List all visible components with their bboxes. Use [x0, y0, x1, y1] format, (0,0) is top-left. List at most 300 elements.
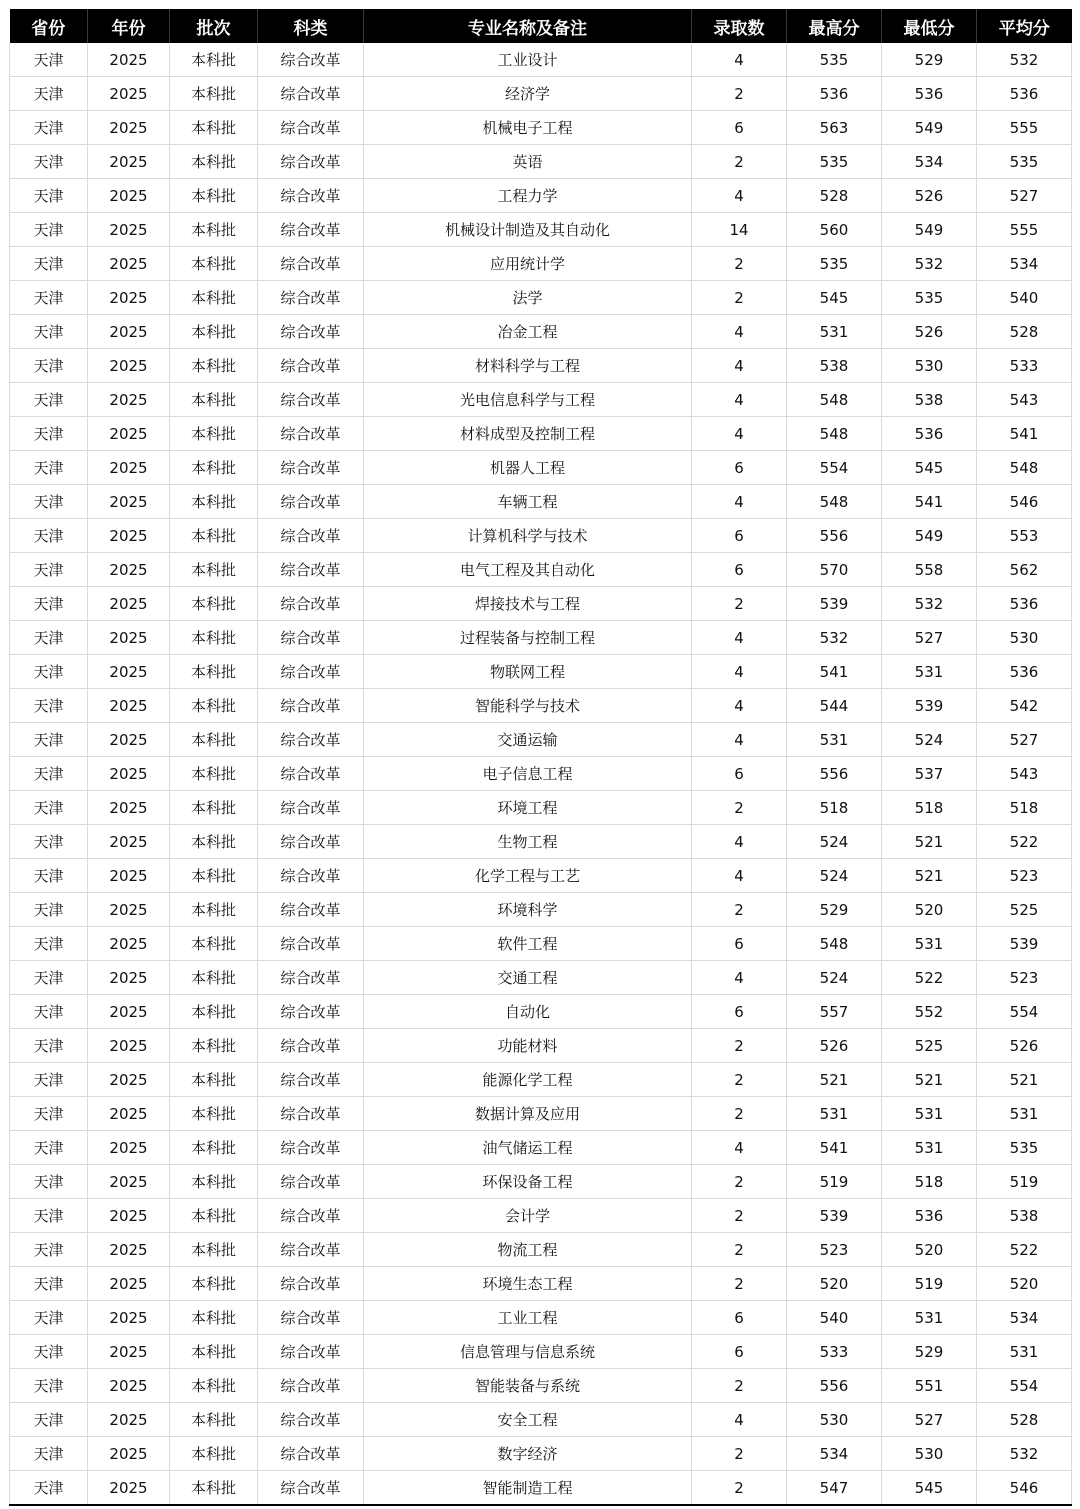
cell-max-score: 560 [787, 213, 882, 247]
cell-category: 综合改革 [258, 315, 364, 349]
cell-year: 2025 [88, 1097, 170, 1131]
table-row [10, 859, 1072, 893]
cell-category: 综合改革 [258, 995, 364, 1029]
table-row [10, 1403, 1072, 1437]
cell-category: 综合改革 [258, 417, 364, 451]
cell-admitted-count: 4 [692, 383, 787, 417]
cell-year: 2025 [88, 1335, 170, 1369]
cell-admitted-count: 2 [692, 1267, 787, 1301]
cell-avg-score: 518 [977, 791, 1072, 825]
cell-batch: 本科批 [170, 927, 258, 961]
cell-year: 2025 [88, 825, 170, 859]
cell-min-score: 552 [882, 995, 977, 1029]
cell-major: 环境科学 [364, 893, 692, 927]
table-row [10, 179, 1072, 213]
cell-avg-score: 546 [977, 485, 1072, 519]
cell-avg-score: 536 [977, 655, 1072, 689]
cell-major: 交通工程 [364, 961, 692, 995]
cell-province: 天津 [10, 621, 88, 655]
cell-province: 天津 [10, 1403, 88, 1437]
table-row [10, 723, 1072, 757]
cell-avg-score: 539 [977, 927, 1072, 961]
cell-major: 油气储运工程 [364, 1131, 692, 1165]
cell-major: 过程装备与控制工程 [364, 621, 692, 655]
cell-max-score: 548 [787, 927, 882, 961]
cell-avg-score: 520 [977, 1267, 1072, 1301]
cell-admitted-count: 4 [692, 417, 787, 451]
cell-province: 天津 [10, 451, 88, 485]
cell-major: 能源化学工程 [364, 1063, 692, 1097]
cell-max-score: 536 [787, 77, 882, 111]
cell-province: 天津 [10, 1301, 88, 1335]
cell-admitted-count: 2 [692, 1097, 787, 1131]
cell-avg-score: 554 [977, 995, 1072, 1029]
cell-batch: 本科批 [170, 315, 258, 349]
cell-avg-score: 531 [977, 1335, 1072, 1369]
cell-batch: 本科批 [170, 349, 258, 383]
cell-max-score: 541 [787, 655, 882, 689]
cell-batch: 本科批 [170, 281, 258, 315]
cell-category: 综合改革 [258, 825, 364, 859]
cell-admitted-count: 2 [692, 247, 787, 281]
cell-min-score: 525 [882, 1029, 977, 1063]
header-max-score: 最高分 [787, 9, 882, 43]
cell-province: 天津 [10, 995, 88, 1029]
cell-max-score: 548 [787, 485, 882, 519]
cell-year: 2025 [88, 723, 170, 757]
cell-batch: 本科批 [170, 145, 258, 179]
cell-batch: 本科批 [170, 655, 258, 689]
table-row [10, 621, 1072, 655]
cell-min-score: 534 [882, 145, 977, 179]
cell-min-score: 524 [882, 723, 977, 757]
cell-major: 生物工程 [364, 825, 692, 859]
cell-batch: 本科批 [170, 1267, 258, 1301]
cell-batch: 本科批 [170, 995, 258, 1029]
cell-category: 综合改革 [258, 281, 364, 315]
cell-category: 综合改革 [258, 43, 364, 77]
cell-avg-score: 546 [977, 1471, 1072, 1506]
cell-year: 2025 [88, 383, 170, 417]
cell-category: 综合改革 [258, 1199, 364, 1233]
cell-avg-score: 527 [977, 723, 1072, 757]
table-row [10, 1063, 1072, 1097]
cell-year: 2025 [88, 1199, 170, 1233]
cell-admitted-count: 2 [692, 1199, 787, 1233]
cell-batch: 本科批 [170, 1199, 258, 1233]
cell-admitted-count: 4 [692, 179, 787, 213]
cell-province: 天津 [10, 111, 88, 145]
cell-province: 天津 [10, 485, 88, 519]
cell-category: 综合改革 [258, 179, 364, 213]
cell-batch: 本科批 [170, 1471, 258, 1506]
header-major: 专业名称及备注 [364, 9, 692, 43]
cell-batch: 本科批 [170, 791, 258, 825]
cell-max-score: 534 [787, 1437, 882, 1471]
cell-admitted-count: 4 [692, 43, 787, 77]
cell-avg-score: 536 [977, 587, 1072, 621]
cell-min-score: 527 [882, 1403, 977, 1437]
cell-avg-score: 532 [977, 1437, 1072, 1471]
cell-admitted-count: 2 [692, 1063, 787, 1097]
cell-min-score: 538 [882, 383, 977, 417]
cell-batch: 本科批 [170, 587, 258, 621]
cell-year: 2025 [88, 927, 170, 961]
cell-major: 会计学 [364, 1199, 692, 1233]
cell-province: 天津 [10, 77, 88, 111]
cell-min-score: 526 [882, 315, 977, 349]
cell-max-score: 531 [787, 1097, 882, 1131]
cell-province: 天津 [10, 43, 88, 77]
cell-min-score: 531 [882, 1131, 977, 1165]
table-row [10, 1199, 1072, 1233]
table-row [10, 1097, 1072, 1131]
cell-batch: 本科批 [170, 961, 258, 995]
cell-min-score: 518 [882, 1165, 977, 1199]
cell-year: 2025 [88, 145, 170, 179]
cell-year: 2025 [88, 1063, 170, 1097]
cell-province: 天津 [10, 145, 88, 179]
cell-province: 天津 [10, 1369, 88, 1403]
cell-province: 天津 [10, 927, 88, 961]
cell-admitted-count: 4 [692, 621, 787, 655]
cell-category: 综合改革 [258, 1437, 364, 1471]
cell-batch: 本科批 [170, 859, 258, 893]
cell-max-score: 526 [787, 1029, 882, 1063]
table-row [10, 757, 1072, 791]
cell-major: 工业工程 [364, 1301, 692, 1335]
cell-major: 环境生态工程 [364, 1267, 692, 1301]
cell-avg-score: 530 [977, 621, 1072, 655]
cell-major: 数字经济 [364, 1437, 692, 1471]
cell-batch: 本科批 [170, 621, 258, 655]
cell-batch: 本科批 [170, 383, 258, 417]
cell-min-score: 526 [882, 179, 977, 213]
cell-category: 综合改革 [258, 1063, 364, 1097]
cell-year: 2025 [88, 485, 170, 519]
cell-avg-score: 543 [977, 757, 1072, 791]
cell-major: 物流工程 [364, 1233, 692, 1267]
cell-year: 2025 [88, 859, 170, 893]
cell-year: 2025 [88, 43, 170, 77]
cell-admitted-count: 6 [692, 1301, 787, 1335]
cell-year: 2025 [88, 111, 170, 145]
cell-avg-score: 519 [977, 1165, 1072, 1199]
cell-max-score: 570 [787, 553, 882, 587]
table-row [10, 961, 1072, 995]
cell-min-score: 545 [882, 1471, 977, 1506]
cell-admitted-count: 6 [692, 927, 787, 961]
cell-major: 应用统计学 [364, 247, 692, 281]
cell-province: 天津 [10, 1199, 88, 1233]
cell-batch: 本科批 [170, 825, 258, 859]
table-row [10, 383, 1072, 417]
cell-batch: 本科批 [170, 1301, 258, 1335]
cell-min-score: 527 [882, 621, 977, 655]
cell-year: 2025 [88, 655, 170, 689]
table-row [10, 655, 1072, 689]
cell-avg-score: 521 [977, 1063, 1072, 1097]
cell-min-score: 529 [882, 1335, 977, 1369]
table-row [10, 247, 1072, 281]
cell-avg-score: 554 [977, 1369, 1072, 1403]
cell-avg-score: 527 [977, 179, 1072, 213]
admissions-table [9, 9, 1072, 1506]
cell-min-score: 536 [882, 1199, 977, 1233]
cell-max-score: 544 [787, 689, 882, 723]
cell-province: 天津 [10, 315, 88, 349]
cell-min-score: 521 [882, 859, 977, 893]
cell-max-score: 533 [787, 1335, 882, 1369]
table-row [10, 1471, 1072, 1506]
cell-province: 天津 [10, 281, 88, 315]
cell-province: 天津 [10, 757, 88, 791]
cell-min-score: 529 [882, 43, 977, 77]
cell-batch: 本科批 [170, 757, 258, 791]
cell-max-score: 547 [787, 1471, 882, 1506]
cell-max-score: 535 [787, 43, 882, 77]
cell-batch: 本科批 [170, 689, 258, 723]
cell-min-score: 520 [882, 893, 977, 927]
cell-avg-score: 536 [977, 77, 1072, 111]
cell-batch: 本科批 [170, 213, 258, 247]
cell-province: 天津 [10, 213, 88, 247]
cell-min-score: 531 [882, 655, 977, 689]
cell-max-score: 539 [787, 1199, 882, 1233]
cell-min-score: 531 [882, 1097, 977, 1131]
cell-category: 综合改革 [258, 587, 364, 621]
cell-avg-score: 548 [977, 451, 1072, 485]
cell-max-score: 530 [787, 1403, 882, 1437]
table-row [10, 213, 1072, 247]
cell-avg-score: 541 [977, 417, 1072, 451]
cell-major: 光电信息科学与工程 [364, 383, 692, 417]
cell-max-score: 531 [787, 723, 882, 757]
table-row [10, 689, 1072, 723]
cell-major: 化学工程与工艺 [364, 859, 692, 893]
cell-avg-score: 533 [977, 349, 1072, 383]
cell-min-score: 530 [882, 1437, 977, 1471]
cell-major: 法学 [364, 281, 692, 315]
cell-admitted-count: 6 [692, 995, 787, 1029]
table-row [10, 519, 1072, 553]
cell-province: 天津 [10, 893, 88, 927]
cell-avg-score: 523 [977, 961, 1072, 995]
cell-batch: 本科批 [170, 519, 258, 553]
table-row [10, 1029, 1072, 1063]
cell-category: 综合改革 [258, 77, 364, 111]
cell-year: 2025 [88, 519, 170, 553]
table-row [10, 1335, 1072, 1369]
cell-major: 机械电子工程 [364, 111, 692, 145]
cell-province: 天津 [10, 247, 88, 281]
cell-year: 2025 [88, 995, 170, 1029]
cell-major: 经济学 [364, 77, 692, 111]
table-row [10, 1131, 1072, 1165]
cell-admitted-count: 2 [692, 281, 787, 315]
cell-admitted-count: 2 [692, 1369, 787, 1403]
cell-admitted-count: 4 [692, 689, 787, 723]
cell-max-score: 535 [787, 247, 882, 281]
cell-year: 2025 [88, 587, 170, 621]
cell-avg-score: 555 [977, 213, 1072, 247]
cell-year: 2025 [88, 417, 170, 451]
cell-major: 冶金工程 [364, 315, 692, 349]
cell-min-score: 558 [882, 553, 977, 587]
cell-category: 综合改革 [258, 723, 364, 757]
cell-major: 智能装备与系统 [364, 1369, 692, 1403]
cell-batch: 本科批 [170, 1369, 258, 1403]
cell-province: 天津 [10, 1471, 88, 1506]
cell-admitted-count: 4 [692, 1403, 787, 1437]
cell-batch: 本科批 [170, 1063, 258, 1097]
cell-batch: 本科批 [170, 1437, 258, 1471]
table-row [10, 43, 1072, 77]
cell-max-score: 520 [787, 1267, 882, 1301]
cell-province: 天津 [10, 1063, 88, 1097]
cell-category: 综合改革 [258, 1403, 364, 1437]
cell-avg-score: 525 [977, 893, 1072, 927]
cell-avg-score: 523 [977, 859, 1072, 893]
cell-batch: 本科批 [170, 1165, 258, 1199]
cell-major: 工业设计 [364, 43, 692, 77]
cell-province: 天津 [10, 791, 88, 825]
admissions-sheet [9, 9, 1071, 1506]
cell-max-score: 524 [787, 825, 882, 859]
cell-batch: 本科批 [170, 893, 258, 927]
cell-year: 2025 [88, 247, 170, 281]
cell-admitted-count: 4 [692, 655, 787, 689]
cell-category: 综合改革 [258, 1165, 364, 1199]
cell-batch: 本科批 [170, 553, 258, 587]
cell-min-score: 518 [882, 791, 977, 825]
cell-year: 2025 [88, 893, 170, 927]
header-province: 省份 [10, 9, 88, 43]
cell-category: 综合改革 [258, 1301, 364, 1335]
header-avg-score: 平均分 [977, 9, 1072, 43]
cell-year: 2025 [88, 621, 170, 655]
cell-category: 综合改革 [258, 757, 364, 791]
cell-year: 2025 [88, 1301, 170, 1335]
cell-avg-score: 534 [977, 247, 1072, 281]
cell-min-score: 521 [882, 1063, 977, 1097]
cell-avg-score: 555 [977, 111, 1072, 145]
cell-max-score: 545 [787, 281, 882, 315]
cell-avg-score: 543 [977, 383, 1072, 417]
cell-category: 综合改革 [258, 349, 364, 383]
cell-avg-score: 538 [977, 1199, 1072, 1233]
cell-avg-score: 534 [977, 1301, 1072, 1335]
cell-major: 环保设备工程 [364, 1165, 692, 1199]
cell-admitted-count: 4 [692, 349, 787, 383]
cell-max-score: 521 [787, 1063, 882, 1097]
cell-min-score: 531 [882, 1301, 977, 1335]
cell-admitted-count: 6 [692, 111, 787, 145]
table-row [10, 1233, 1072, 1267]
cell-year: 2025 [88, 1165, 170, 1199]
cell-max-score: 539 [787, 587, 882, 621]
cell-min-score: 549 [882, 519, 977, 553]
cell-avg-score: 528 [977, 1403, 1072, 1437]
cell-major: 焊接技术与工程 [364, 587, 692, 621]
cell-max-score: 519 [787, 1165, 882, 1199]
table-row [10, 791, 1072, 825]
cell-avg-score: 522 [977, 1233, 1072, 1267]
cell-province: 天津 [10, 1029, 88, 1063]
cell-avg-score: 526 [977, 1029, 1072, 1063]
cell-category: 综合改革 [258, 1335, 364, 1369]
cell-year: 2025 [88, 553, 170, 587]
cell-max-score: 532 [787, 621, 882, 655]
cell-category: 综合改革 [258, 383, 364, 417]
cell-avg-score: 528 [977, 315, 1072, 349]
cell-batch: 本科批 [170, 247, 258, 281]
cell-max-score: 541 [787, 1131, 882, 1165]
cell-admitted-count: 2 [692, 1233, 787, 1267]
cell-admitted-count: 6 [692, 519, 787, 553]
cell-major: 交通运输 [364, 723, 692, 757]
cell-admitted-count: 2 [692, 1437, 787, 1471]
table-row [10, 927, 1072, 961]
cell-max-score: 557 [787, 995, 882, 1029]
cell-year: 2025 [88, 1267, 170, 1301]
cell-major: 电子信息工程 [364, 757, 692, 791]
cell-year: 2025 [88, 961, 170, 995]
cell-max-score: 535 [787, 145, 882, 179]
cell-max-score: 528 [787, 179, 882, 213]
cell-year: 2025 [88, 1233, 170, 1267]
cell-max-score: 529 [787, 893, 882, 927]
cell-year: 2025 [88, 77, 170, 111]
cell-max-score: 524 [787, 961, 882, 995]
cell-avg-score: 532 [977, 43, 1072, 77]
cell-min-score: 537 [882, 757, 977, 791]
cell-admitted-count: 4 [692, 485, 787, 519]
header-year: 年份 [88, 9, 170, 43]
cell-province: 天津 [10, 179, 88, 213]
cell-major: 电气工程及其自动化 [364, 553, 692, 587]
cell-admitted-count: 2 [692, 77, 787, 111]
cell-year: 2025 [88, 349, 170, 383]
cell-year: 2025 [88, 689, 170, 723]
header-min-score: 最低分 [882, 9, 977, 43]
cell-min-score: 531 [882, 927, 977, 961]
cell-admitted-count: 4 [692, 825, 787, 859]
cell-major: 物联网工程 [364, 655, 692, 689]
cell-batch: 本科批 [170, 1131, 258, 1165]
cell-category: 综合改革 [258, 111, 364, 145]
cell-admitted-count: 4 [692, 1131, 787, 1165]
cell-province: 天津 [10, 1437, 88, 1471]
cell-max-score: 554 [787, 451, 882, 485]
cell-province: 天津 [10, 1097, 88, 1131]
cell-min-score: 521 [882, 825, 977, 859]
cell-major: 自动化 [364, 995, 692, 1029]
cell-province: 天津 [10, 961, 88, 995]
cell-admitted-count: 6 [692, 451, 787, 485]
cell-avg-score: 535 [977, 1131, 1072, 1165]
cell-major: 材料成型及控制工程 [364, 417, 692, 451]
cell-province: 天津 [10, 1335, 88, 1369]
table-row [10, 485, 1072, 519]
cell-province: 天津 [10, 417, 88, 451]
cell-category: 综合改革 [258, 791, 364, 825]
cell-batch: 本科批 [170, 43, 258, 77]
cell-admitted-count: 2 [692, 791, 787, 825]
cell-min-score: 532 [882, 587, 977, 621]
cell-batch: 本科批 [170, 723, 258, 757]
cell-major: 机械设计制造及其自动化 [364, 213, 692, 247]
